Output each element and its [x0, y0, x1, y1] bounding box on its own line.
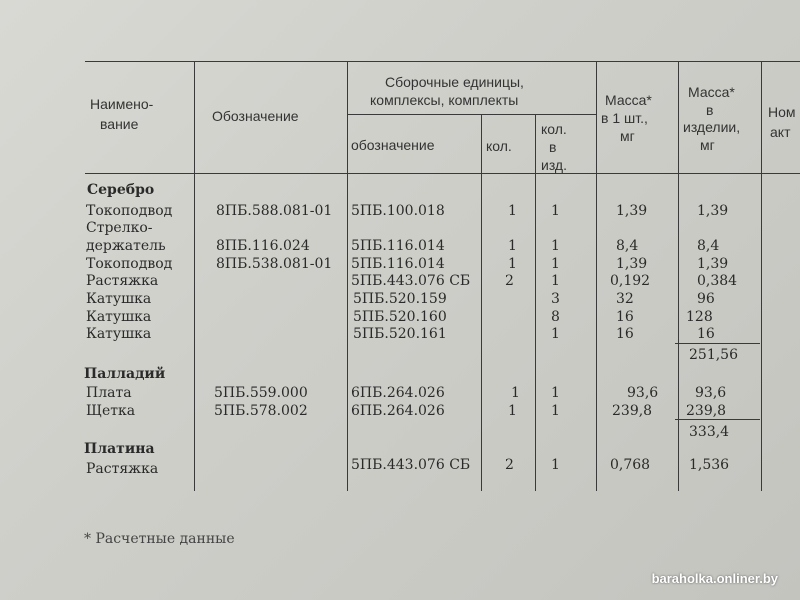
watermark: baraholka.onliner.by [651, 571, 778, 586]
row-name: держатель [86, 238, 166, 254]
row-mass-item: 1,536 [689, 457, 730, 473]
col-divider-5 [596, 61, 597, 491]
row-mass-unit: 8,4 [616, 238, 639, 254]
row-qty: 1 [508, 403, 517, 419]
header-assembly-designation: обозначение [351, 137, 435, 153]
row-mass-item: 239,8 [686, 403, 727, 419]
header-mass-unit-line1: Масса* [605, 92, 652, 108]
header-name-line2: вание [100, 116, 139, 132]
row-mass-unit: 93,6 [627, 385, 659, 401]
row-assembly: 5ПБ.520.159 [353, 291, 447, 307]
header-qty-item-line2: в [549, 139, 557, 155]
row-designation: 8ПБ.588.081-01 [216, 203, 333, 219]
row-mass-item: 0,384 [697, 273, 738, 289]
row-mass-unit: 16 [616, 326, 634, 342]
row-name: Щетка [86, 403, 136, 419]
header-assembly-line1: Сборочные единицы, [385, 74, 524, 90]
row-mass-unit: 239,8 [612, 403, 653, 419]
table-top-border [85, 61, 800, 62]
row-mass-unit: 16 [616, 309, 634, 325]
row-designation: 5ПБ.559.000 [214, 385, 308, 401]
header-act-line1: Ном [768, 104, 796, 120]
header-name-line1: Наимено- [90, 96, 154, 112]
row-qty-item: 1 [551, 256, 560, 272]
row-qty-item: 1 [551, 238, 560, 254]
row-mass-item: 16 [697, 326, 715, 342]
header-bottom-line [85, 173, 800, 174]
palladium-total-line [675, 419, 760, 420]
col-divider-3 [481, 115, 482, 491]
header-mass-item-line3: изделии, [683, 119, 741, 135]
row-qty: 1 [508, 203, 517, 219]
header-designation: Обозначение [212, 108, 299, 124]
row-qty: 2 [505, 273, 514, 289]
silver-total-line [675, 343, 760, 344]
row-mass-unit: 0,768 [610, 457, 651, 473]
row-mass-item: 128 [686, 309, 713, 325]
group-silver: Серебро [87, 182, 155, 198]
row-mass-item: 1,39 [697, 256, 729, 272]
col-divider-6 [678, 61, 679, 491]
row-assembly: 5ПБ.443.076 СБ [351, 273, 471, 289]
header-mass-item-line4: мг [700, 137, 715, 153]
header-qty-item-line1: кол. [541, 121, 567, 137]
row-name: Растяжка [86, 461, 159, 477]
row-assembly: 5ПБ.116.014 [351, 256, 445, 272]
row-designation: 8ПБ.538.081-01 [216, 256, 333, 272]
row-assembly: 6ПБ.264.026 [351, 385, 445, 401]
row-qty-item: 8 [551, 309, 560, 325]
row-qty: 2 [505, 457, 514, 473]
row-mass-unit: 1,39 [616, 203, 648, 219]
row-name: Токоподвод [86, 203, 173, 219]
col-divider-7 [761, 61, 762, 491]
row-name: Катушка [86, 326, 152, 342]
row-mass-item: 96 [697, 291, 715, 307]
header-mass-unit-line2: в 1 шт., [601, 110, 648, 126]
header-qty: кол. [486, 138, 512, 154]
row-assembly: 5ПБ.443.076 СБ [351, 457, 471, 473]
row-name: Плата [86, 385, 132, 401]
row-qty: 1 [511, 385, 520, 401]
header-act-line2: акт [770, 124, 791, 140]
row-qty-item: 1 [551, 203, 560, 219]
row-name: Токоподвод [86, 256, 173, 272]
header-mass-item-line1: Масса* [688, 84, 735, 100]
row-designation: 8ПБ.116.024 [216, 238, 310, 254]
palladium-total: 333,4 [689, 424, 730, 440]
row-mass-item: 8,4 [697, 238, 720, 254]
row-qty-item: 1 [551, 457, 560, 473]
row-name: Стрелко- [86, 220, 153, 236]
group-palladium: Палладий [84, 366, 166, 382]
row-qty-item: 3 [551, 291, 560, 307]
row-assembly: 5ПБ.116.014 [351, 238, 445, 254]
assembly-sub-header-line [348, 114, 596, 115]
header-mass-item-line2: в [706, 102, 714, 118]
row-name: Растяжка [86, 273, 159, 289]
row-mass-unit: 32 [616, 291, 634, 307]
row-name: Катушка [86, 309, 152, 325]
row-qty-item: 1 [551, 385, 560, 401]
row-mass-item: 1,39 [697, 203, 729, 219]
row-qty-item: 1 [551, 326, 560, 342]
col-divider-2 [347, 61, 348, 491]
row-mass-unit: 0,192 [610, 273, 651, 289]
row-name: Катушка [86, 291, 152, 307]
col-divider-1 [194, 61, 195, 491]
row-qty-item: 1 [551, 403, 560, 419]
row-mass-item: 93,6 [695, 385, 727, 401]
row-assembly: 5ПБ.100.018 [351, 203, 445, 219]
header-assembly-line2: комплексы, комплекты [370, 92, 519, 108]
row-qty-item: 1 [551, 273, 560, 289]
row-mass-unit: 1,39 [616, 256, 648, 272]
footnote: * Расчетные данные [84, 531, 235, 547]
row-assembly: 6ПБ.264.026 [351, 403, 445, 419]
header-mass-unit-line3: мг [620, 128, 635, 144]
row-qty: 1 [508, 238, 517, 254]
row-qty: 1 [508, 256, 517, 272]
silver-total: 251,56 [689, 347, 738, 363]
row-assembly: 5ПБ.520.160 [353, 309, 447, 325]
group-platinum: Платина [84, 441, 155, 457]
header-qty-item-line3: изд. [541, 157, 567, 173]
row-assembly: 5ПБ.520.161 [353, 326, 447, 342]
col-divider-4 [535, 115, 536, 491]
row-designation: 5ПБ.578.002 [214, 403, 308, 419]
